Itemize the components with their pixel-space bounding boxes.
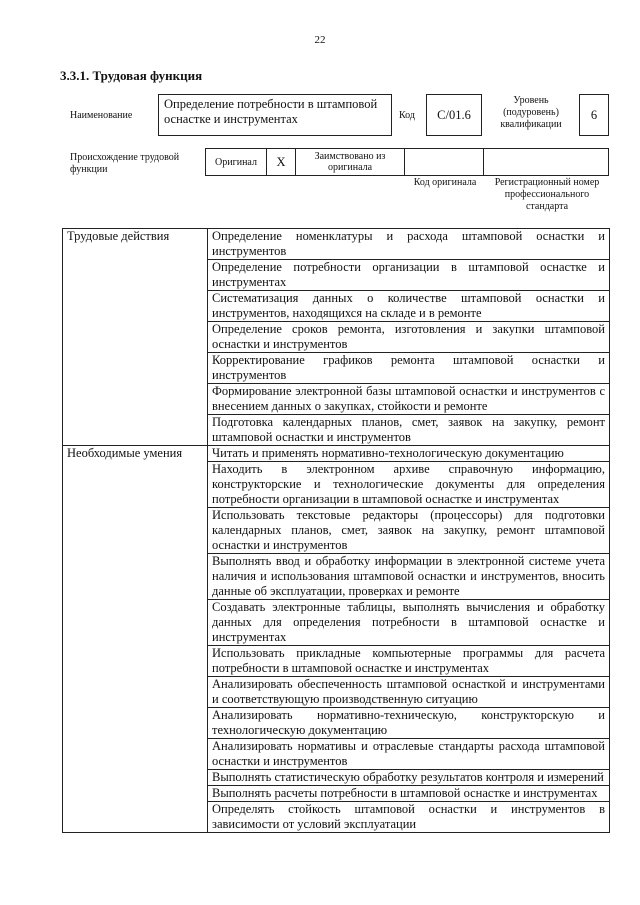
labor-action-item: Определение сроков ремонта, изготовления и закупки штамповой оснастки и инструментов — [208, 322, 610, 353]
origin-row — [206, 148, 609, 176]
function-details-table — [62, 228, 610, 833]
skill-group-label: Необходимые умения — [63, 446, 208, 833]
original-code-cell — [404, 148, 484, 176]
labor-action-item: Подготовка календарных планов, смет, заявок на закупку, ремонт штамповой оснастки и инструментов — [208, 415, 610, 446]
original-label-cell: Оригинал — [205, 148, 267, 176]
borrowed-label-cell: Заимствовано из оригинала — [295, 148, 405, 176]
skill-item: Использовать текстовые редакторы (процессоры) для подготовки календарных планов, смет, заявок на закупку, ремонт штамповой оснастки и инструментов — [208, 508, 610, 554]
skill-item: Выполнять расчеты потребности в штамповой оснастке и инструментах — [208, 786, 610, 802]
original-code-caption: Код оригинала — [413, 177, 477, 188]
skill-item: Выполнять статистическую обработку результатов контроля и измерений — [208, 770, 610, 786]
table-row — [63, 446, 610, 462]
skill-item: Читать и применять нормативно-технологическую документацию — [208, 446, 610, 462]
function-name-box: Определение потребности в штамповой оснастке и инструментах — [158, 94, 392, 136]
skill-item: Находить в электронном архиве справочную информацию, конструкторские и технологические документы для определения потребности организации в штамповой оснастке и инструментах — [208, 462, 610, 508]
labor-action-item: Корректирование графиков ремонта штамповой оснастки и инструментов — [208, 353, 610, 384]
skill-item: Анализировать нормативы и отраслевые стандарты расхода штамповой оснастки и инструментов — [208, 739, 610, 770]
labor-action-item: Определение потребности организации в штамповой оснастке и инструментах — [208, 260, 610, 291]
skill-item: Определять стойкость штамповой оснастки и инструментов в зависимости от условий эксплуатации — [208, 802, 610, 833]
skill-item: Анализировать нормативно-техническую, конструкторскую и технологическую документацию — [208, 708, 610, 739]
section-title: 3.3.1. Трудовая функция — [60, 68, 203, 83]
labor-action-item: Систематизация данных о количестве штамповой оснастки и инструментов, находящихся на складе и в ремонте — [208, 291, 610, 322]
origin-label: Происхождение трудовой функции — [70, 152, 180, 175]
function-details-body — [63, 229, 610, 833]
code-label: Код — [399, 110, 415, 121]
skill-item: Использовать прикладные компьютерные программы для расчета потребности в штамповой оснастке и инструментах — [208, 646, 610, 677]
registration-number-cell — [483, 148, 609, 176]
function-code-box: C/01.6 — [426, 94, 482, 136]
labor-action-item: Формирование электронной базы штамповой оснастки и инструментов с внесением данных о закупках, стойкости и ремонте — [208, 384, 610, 415]
registration-number-caption: Регистрационный номер профессионального стандарта — [494, 177, 600, 212]
skill-item: Создавать электронные таблицы, выполнять вычисления и обработку данных для определения потребности в штамповой оснастке и инструментах — [208, 600, 610, 646]
labor-action-group-label: Трудовые действия — [63, 229, 208, 446]
skill-item: Анализировать обеспеченность штамповой оснасткой и инструментами и соответствующую производственную ситуацию — [208, 677, 610, 708]
qualification-level-label: Уровень (подуровень) квалификации — [500, 95, 562, 130]
page-number: 22 — [314, 34, 326, 46]
labor-action-item: Определение номенклатуры и расхода штамповой оснастки и инструментов — [208, 229, 610, 260]
original-mark-cell: X — [266, 148, 296, 176]
table-row — [63, 229, 610, 260]
skill-item: Выполнять ввод и обработку информации в электронной системе учета наличия и использования штамповой оснастки и инструментов, вносить данные об эксплуатации, проверках и ремонте — [208, 554, 610, 600]
qualification-level-box: 6 — [579, 94, 609, 136]
name-label: Наименование — [70, 110, 133, 121]
